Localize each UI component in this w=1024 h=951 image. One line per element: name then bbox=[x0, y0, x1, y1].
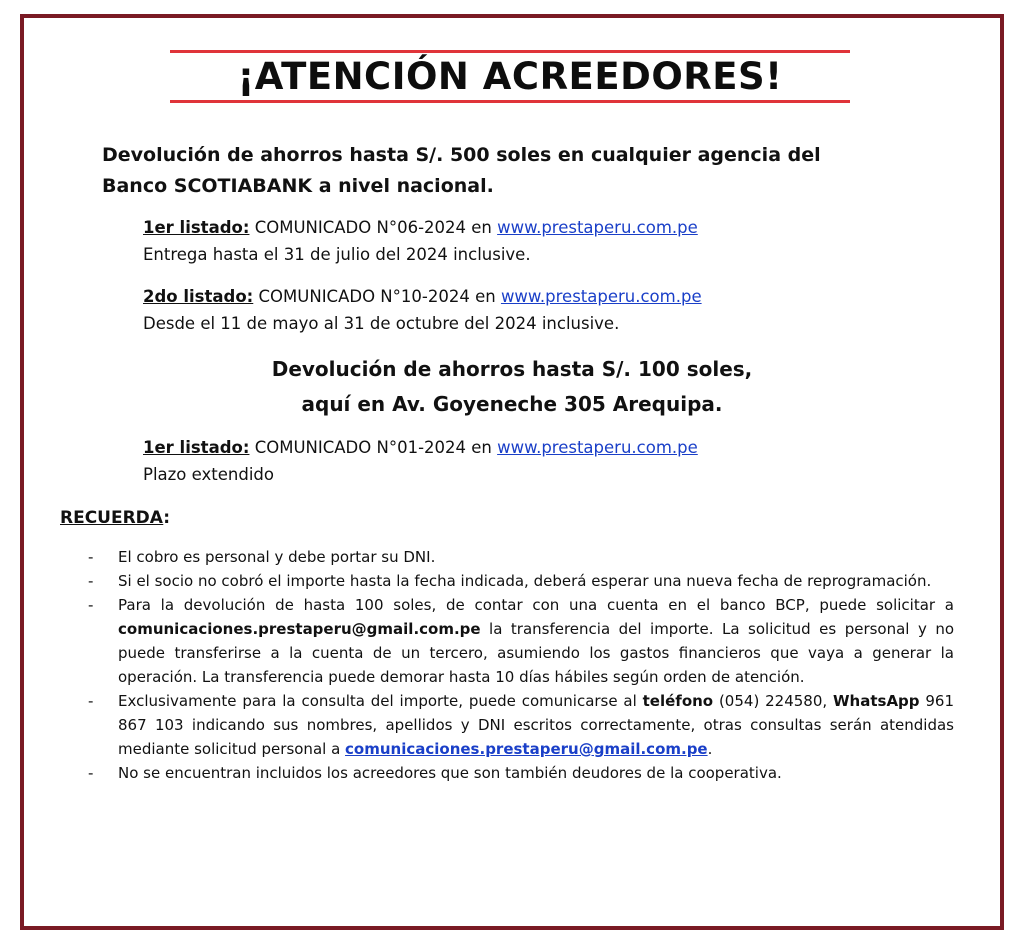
reminder-item-dni bbox=[84, 545, 954, 569]
contact-text-pre: Exclusivamente para la consulta del importe, puede comunicarse al bbox=[118, 692, 643, 710]
bullet-dash: - bbox=[88, 596, 94, 614]
recuerda-label: RECUERDA bbox=[60, 508, 164, 528]
listing-1-line bbox=[143, 214, 963, 241]
whatsapp-label: WhatsApp bbox=[833, 692, 920, 710]
reminder-text: El cobro es personal y debe portar su DNI. bbox=[118, 548, 436, 566]
reminder-text-pre: Para la devolución de hasta 100 soles, de contar con una cuenta en el banco BCP, puede solicitar a bbox=[118, 596, 954, 614]
scotiabank-heading-line2: Banco SCOTIABANK a nivel nacional. bbox=[102, 175, 494, 197]
reminder-list bbox=[84, 545, 954, 785]
bullet-dash: - bbox=[88, 764, 94, 782]
listing-3-line bbox=[143, 434, 963, 461]
transfer-email: comunicaciones.prestaperu@gmail.com.pe bbox=[118, 620, 481, 638]
recuerda-colon: : bbox=[163, 508, 171, 528]
listing-2-text: COMUNICADO N°10-2024 en bbox=[253, 287, 501, 306]
phone-number: (054) 224580, bbox=[713, 692, 833, 710]
arequipa-heading bbox=[0, 352, 1024, 422]
reminder-item-transfer bbox=[84, 593, 954, 689]
reminder-item-reschedule bbox=[84, 569, 954, 593]
contact-text-mid: 961 867 103 indicando sus nombres, apellidos y DNI escritos correctamente, otras consultas serán atendidas mediante solicitud personal a bbox=[118, 692, 954, 758]
arequipa-heading-line1: Devolución de ahorros hasta S/. 100 soles, bbox=[271, 357, 753, 381]
title-bottom-rule bbox=[170, 100, 850, 103]
listing-1-link[interactable]: www.prestaperu.com.pe bbox=[497, 218, 698, 237]
listing-3-label: 1er listado: bbox=[143, 438, 250, 457]
listing-1-text: COMUNICADO N°06-2024 en bbox=[249, 218, 498, 237]
bullet-dash: - bbox=[88, 572, 94, 590]
contact-text-end: . bbox=[707, 740, 713, 758]
contact-email-link[interactable]: comunicaciones.prestaperu@gmail.com.pe bbox=[345, 740, 708, 758]
listing-2-label: 2do listado: bbox=[143, 287, 254, 306]
bullet-dash: - bbox=[88, 692, 94, 710]
scotiabank-heading-line1: Devolución de ahorros hasta S/. 500 soles en cualquier agencia del bbox=[102, 144, 821, 166]
listing-1-label: 1er listado: bbox=[143, 218, 250, 237]
recuerda-heading bbox=[60, 506, 170, 530]
reminder-text: Si el socio no cobró el importe hasta la fecha indicada, deberá esperar una nueva fecha de reprogramación. bbox=[118, 572, 932, 590]
listing-2-line bbox=[143, 283, 963, 310]
scotiabank-heading bbox=[102, 140, 962, 202]
title-top-rule bbox=[170, 50, 850, 53]
page-title: ¡ATENCIÓN ACREEDORES! bbox=[237, 55, 783, 98]
reminder-item-debtors bbox=[84, 761, 954, 785]
listing-3-link[interactable]: www.prestaperu.com.pe bbox=[497, 438, 698, 457]
reminder-text: No se encuentran incluidos los acreedores que son también deudores de la cooperativa. bbox=[118, 764, 782, 782]
bullet-dash: - bbox=[88, 548, 94, 566]
listing-2 bbox=[143, 283, 963, 337]
listing-1 bbox=[143, 214, 963, 268]
reminder-item-contact bbox=[84, 689, 954, 761]
listing-2-detail: Desde el 11 de mayo al 31 de octubre del 2024 inclusive. bbox=[143, 314, 620, 333]
listing-1-detail: Entrega hasta el 31 de julio del 2024 inclusive. bbox=[143, 245, 531, 264]
title-banner bbox=[170, 50, 850, 106]
listing-3-detail: Plazo extendido bbox=[143, 465, 274, 484]
reminder-text-post: la transferencia del importe. La solicitud es personal y no puede transferirse a la cuenta de un tercero, asumiendo los gastos financieros que vaya a generar la operación. La transferencia puede demorar hasta 10 días hábiles según orden de atención. bbox=[118, 620, 954, 686]
listing-2-link[interactable]: www.prestaperu.com.pe bbox=[500, 287, 702, 306]
arequipa-heading-line2: aquí en Av. Goyeneche 305 Arequipa. bbox=[301, 392, 723, 416]
phone-label: teléfono bbox=[642, 692, 714, 710]
listing-3 bbox=[143, 434, 963, 488]
listing-3-text: COMUNICADO N°01-2024 en bbox=[249, 438, 498, 457]
